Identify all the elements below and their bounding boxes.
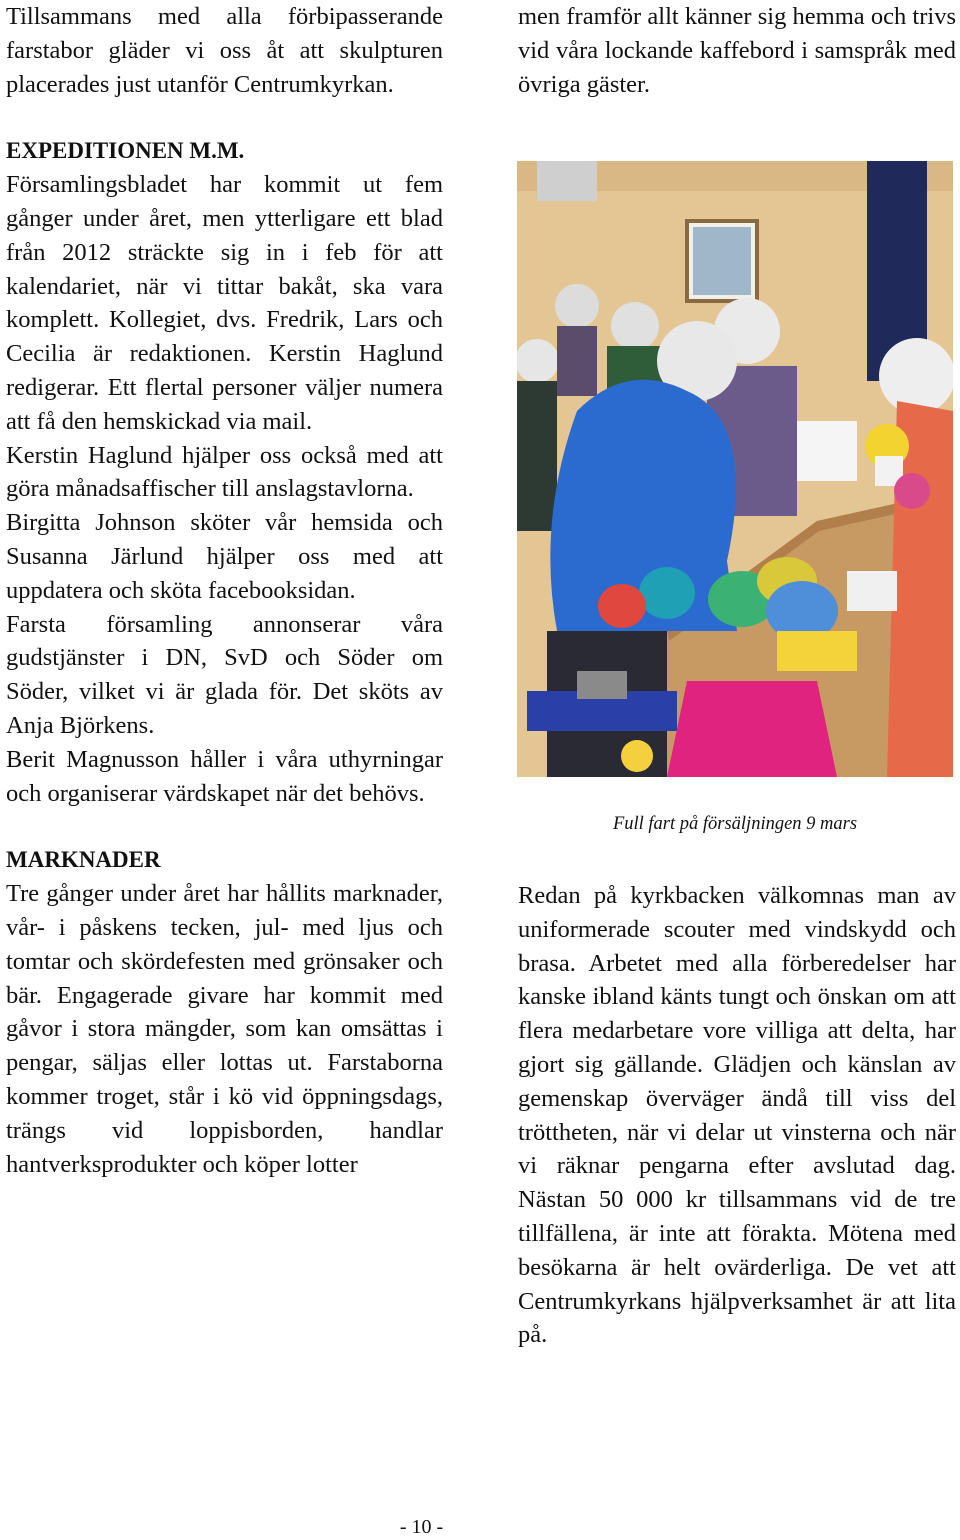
heading-markets: MARKNADER xyxy=(6,847,161,873)
paragraph-markets: Tre gånger under året har hållits marknader, vår- i påskens tecken, jul- med ljus och tomtar och skördefesten med grönsaker och bär. Engagerade givare har kommit med gåvor i stora mängder, som kan omsättas i pengar, säljas eller lottas ut. Farstaborna kommer troget, står i kö vid öppningsdags, trängs vid loppisborden, handlar hantverksprodukter och köper lotter xyxy=(6,880,443,1178)
market-photo xyxy=(517,161,953,777)
paragraph-scouts: Redan på kyrkbacken välkomnas man av uniformerade scouter med vindskydd och brasa. Arbetet med alla förberedelser har kanske ibland känts tungt och önskan om att flera medarbetare vore villiga att delta, har gjort sig gällande. Glädjen och känslan av gemenskap överväger ändå till viss del tröttheten, när vi delar ut vinsterna och när vi räknar pengarna efter avslutad dag. Nästan 50 000 kr tillsammans vid de tre tillfällena, är inte att förakta. Mötena med besökarna är helt ovärderliga. De vet att Centrumkyrkans hjälpverksamhet är att lita på. xyxy=(518,882,956,1349)
paragraph-coffee: men framför allt känner sig hemma och trivs vid våra lockande kaffebord i samspråk med övriga gäster. xyxy=(518,3,956,98)
paragraph-rentals: Berit Magnusson håller i våra uthyrningar och organiserar värdskapet när det behövs. xyxy=(6,745,443,807)
photo-illustration xyxy=(517,161,953,777)
paragraph-ads: Farsta församling annonserar våra gudstjänster i DN, SvD och Söder om Söder, vilket vi är glada för. Det sköts av Anja Björkens. xyxy=(6,610,443,739)
paragraph-posters: Kerstin Haglund hjälper oss också med att göra månadsaffischer till anslagstavlorna. xyxy=(6,441,443,503)
left-column xyxy=(6,0,443,1181)
photo-caption: Full fart på försäljningen 9 mars xyxy=(612,814,858,834)
page-number: - 10 - xyxy=(399,1516,444,1538)
right-column-lower xyxy=(518,879,956,1352)
paragraph-sculpture: Tillsammans med alla förbipasserande farstabor gläder vi oss åt att skulpturen placerades just utanför Centrumkyrkan. xyxy=(6,3,443,98)
right-column xyxy=(518,0,956,101)
heading-expedition: EXPEDITIONEN M.M. xyxy=(6,138,245,164)
paragraph-website: Birgitta Johnson sköter vår hemsida och Susanna Järlund hjälper oss med att uppdatera och sköta facebooksidan. xyxy=(6,509,443,604)
paragraph-newsletter: Församlingsbladet har kommit ut fem gånger under året, men ytterligare ett blad från 2012 sträckte sig in i feb för att kalendariet, när vi tittar bakåt, ska vara komplett. Kollegiet, dvs. Fredrik, Lars och Cecilia är redaktionen. Kerstin Haglund redigerar. Ett flertal personer väljer numera att få den hemskickad via mail. xyxy=(6,171,443,435)
